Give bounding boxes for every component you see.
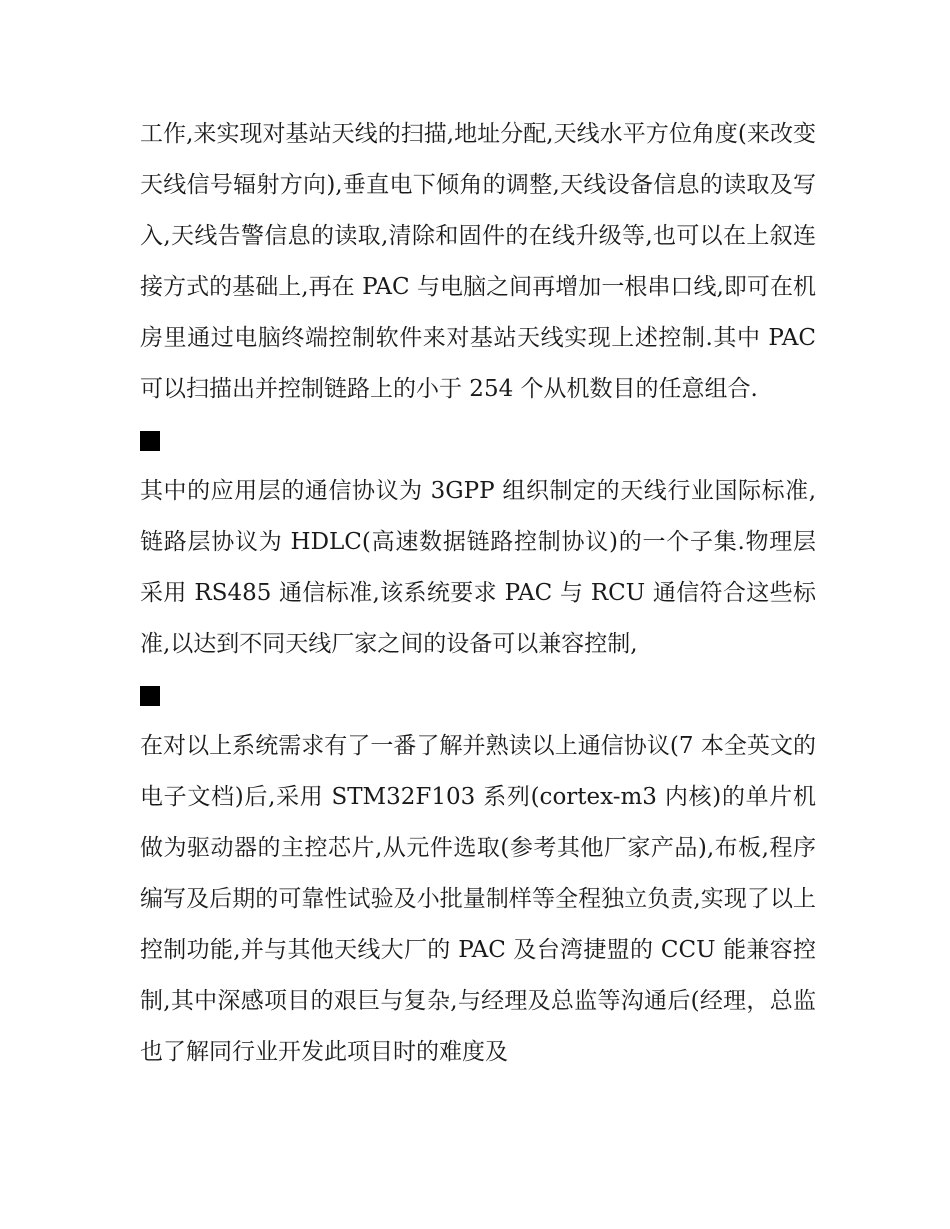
paragraph-3: 在对以上系统需求有了一番了解并熟读以上通信协议(7 本全英文的电子文档)后,采用 STM32F103 系列(cortex-m3 内核)的单片机做为驱动器的主控芯片,从元件选取(参考其他厂家产品),布板,程序编写及后期的可靠性试验及小批量制样等全程独立负责,实现了以上控制功能,并与其他天线大厂的 PAC 及台湾捷盟的 CCU 能兼容控制,其中深感项目的艰巨与复杂,与经理及总监等沟通后(经理，总监也了解同行业开发此项目时的难度及 xyxy=(140,733,816,1065)
square-bullet-icon xyxy=(140,686,160,706)
square-bullet-icon xyxy=(140,431,160,451)
paragraph-2: 其中的应用层的通信协议为 3GPP 组织制定的天线行业国际标准,链路层协议为 HDLC(高速数据链路控制协议)的一个子集.物理层采用 RS485 通信标准,该系统要求 PAC 与 RCU 通信符合这些标准,以达到不同天线厂家之间的设备可以兼容控制, xyxy=(140,478,816,657)
paragraph-1: 工作,来实现对基站天线的扫描,地址分配,天线水平方位角度(来改变天线信号辐射方向),垂直电下倾角的调整,天线设备信息的读取及写入,天线告警信息的读取,清除和固件的在线升级等,也可以在上叙连接方式的基础上,再在 PAC 与电脑之间再增加一根串口线,即可在机房里通过电脑终端控制软件来对基站天线实现上述控制.其中 PAC 可以扫描出并控制链路上的小于 254 个从机数目的任意组合. xyxy=(140,121,816,402)
bullet-marker-1 xyxy=(140,415,816,466)
bullet-marker-2 xyxy=(140,670,816,721)
document-page xyxy=(140,109,816,1078)
